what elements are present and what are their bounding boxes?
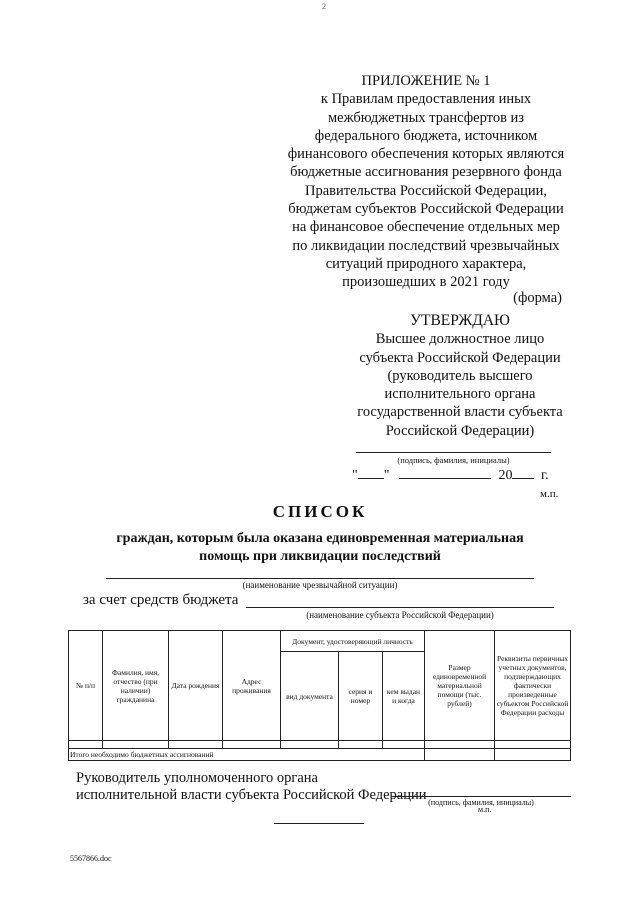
approval-line: Высшее должностное лицо — [375, 331, 545, 348]
list-subtitle-line: граждан, которым была оказана единовременная материальная — [116, 531, 524, 546]
table-cell[interactable] — [339, 741, 383, 749]
appendix-line: федерального бюджета, источником — [314, 127, 538, 144]
authority-head-line: Руководитель уполномоченного органа — [76, 770, 318, 786]
col-header-doc-issued: кем выдан и когда — [383, 652, 425, 741]
col-header-birth-date: Дата рождения — [169, 631, 223, 741]
approval-signature-caption: (подпись, фамилия, инициалы) — [397, 455, 510, 465]
table-row — [69, 741, 571, 749]
date-quote-open: " — [352, 468, 358, 483]
table-cell[interactable] — [425, 741, 495, 749]
col-header-number: № п/п — [69, 631, 103, 741]
table-cell[interactable] — [169, 741, 223, 749]
appendix-line: ситуаций природного характера, — [325, 255, 527, 272]
table-cell[interactable] — [103, 741, 169, 749]
table-cell[interactable] — [383, 741, 425, 749]
table-cell[interactable] — [281, 741, 339, 749]
list-subtitle-line: помощь при ликвидации последствий — [199, 549, 441, 564]
approval-line: Российской Федерации) — [385, 422, 535, 439]
separator-line — [274, 823, 364, 824]
appendix-line: по ликвидации последствий чрезвычайных — [292, 237, 560, 254]
emergency-name-field[interactable] — [106, 578, 534, 579]
approval-line: исполнительного органа — [384, 386, 536, 403]
appendix-line: к Правилам предоставления иных — [320, 91, 532, 108]
date-year-prefix: 20 — [498, 468, 513, 483]
col-header-doc-series: серия и номер — [339, 652, 383, 741]
appendix-line: межбюджетных трансфертов из — [327, 109, 525, 126]
appendix-line: Правительства Российской Федерации, — [304, 182, 548, 199]
approval-line: субъекта Российской Федерации — [359, 349, 561, 366]
approval-line: (руководитель высшего — [387, 367, 533, 384]
document-id: 5567866.doc — [70, 854, 112, 863]
total-details-cell[interactable] — [495, 749, 571, 761]
list-subtitle — [70, 530, 570, 566]
approval-stamp-place: м.п. — [540, 488, 559, 500]
emergency-name-caption: (наименование чрезвычайной ситуации) — [242, 580, 398, 590]
authority-stamp-place: м.п. — [478, 805, 492, 814]
col-header-amount: Размер единовременной материальной помощи (тыс. рублей) — [425, 631, 495, 741]
table-cell[interactable] — [223, 741, 281, 749]
date-day-field[interactable] — [358, 466, 384, 479]
appendix-line: произошедших в 2021 году — [342, 274, 510, 291]
date-quote-close: " — [383, 468, 390, 483]
citizens-table — [68, 630, 571, 761]
col-header-address: Адрес проживания — [223, 631, 281, 741]
page-number-mark: 2 — [322, 2, 326, 11]
approval-signature-line[interactable] — [356, 452, 551, 453]
date-year-field[interactable] — [512, 466, 534, 479]
col-header-name: Фамилия, имя, отчество (при наличии) гражданина — [103, 631, 169, 741]
appendix-line: бюджетам субъектов Российской Федерации — [288, 201, 564, 218]
date-month-field[interactable] — [399, 466, 491, 479]
approval-block — [310, 312, 610, 440]
authority-head-block — [76, 770, 427, 803]
total-amount-cell[interactable] — [425, 749, 495, 761]
col-header-details: Реквизиты первичных учетных документов, подтверждающих фактически произведенные субъектом Российской Федерации расходы — [495, 631, 571, 741]
appendix-title: ПРИЛОЖЕНИЕ № 1 — [361, 73, 491, 89]
authority-head-line: исполнительной власти субъекта Российской Федерации — [76, 786, 427, 803]
approval-line: государственной власти субъекта — [357, 404, 563, 421]
appendix-line: бюджетные ассигнования резервного фонда — [290, 164, 562, 181]
authority-signature-line[interactable] — [391, 796, 571, 797]
appendix-line: финансового обеспечения которых являются — [287, 146, 565, 163]
form-label: (форма) — [513, 290, 562, 306]
list-title: СПИСОК — [272, 502, 368, 521]
col-header-doc-type: вид документа — [281, 652, 339, 741]
date-suffix: г. — [540, 468, 549, 483]
table-cell[interactable] — [69, 741, 103, 749]
total-label: Итого необходимо бюджетных ассигнований — [69, 749, 425, 761]
budget-label: за счет средств бюджета — [83, 592, 239, 608]
appendix-line: на финансовое обеспечение отдельных мер — [292, 219, 560, 236]
budget-subject-field[interactable] — [246, 607, 554, 608]
approval-title: УТВЕРЖДАЮ — [410, 312, 510, 329]
authority-signature-caption: (подпись, фамилия, инициалы) — [428, 798, 534, 807]
table-cell[interactable] — [495, 741, 571, 749]
budget-subject-caption: (наименование субъекта Российской Федерации) — [306, 610, 494, 620]
approval-date-row — [352, 466, 549, 484]
col-header-identity-document: Документ, удостоверяющий личность — [281, 631, 425, 652]
appendix-block — [276, 72, 576, 292]
table-total-row — [69, 749, 571, 761]
